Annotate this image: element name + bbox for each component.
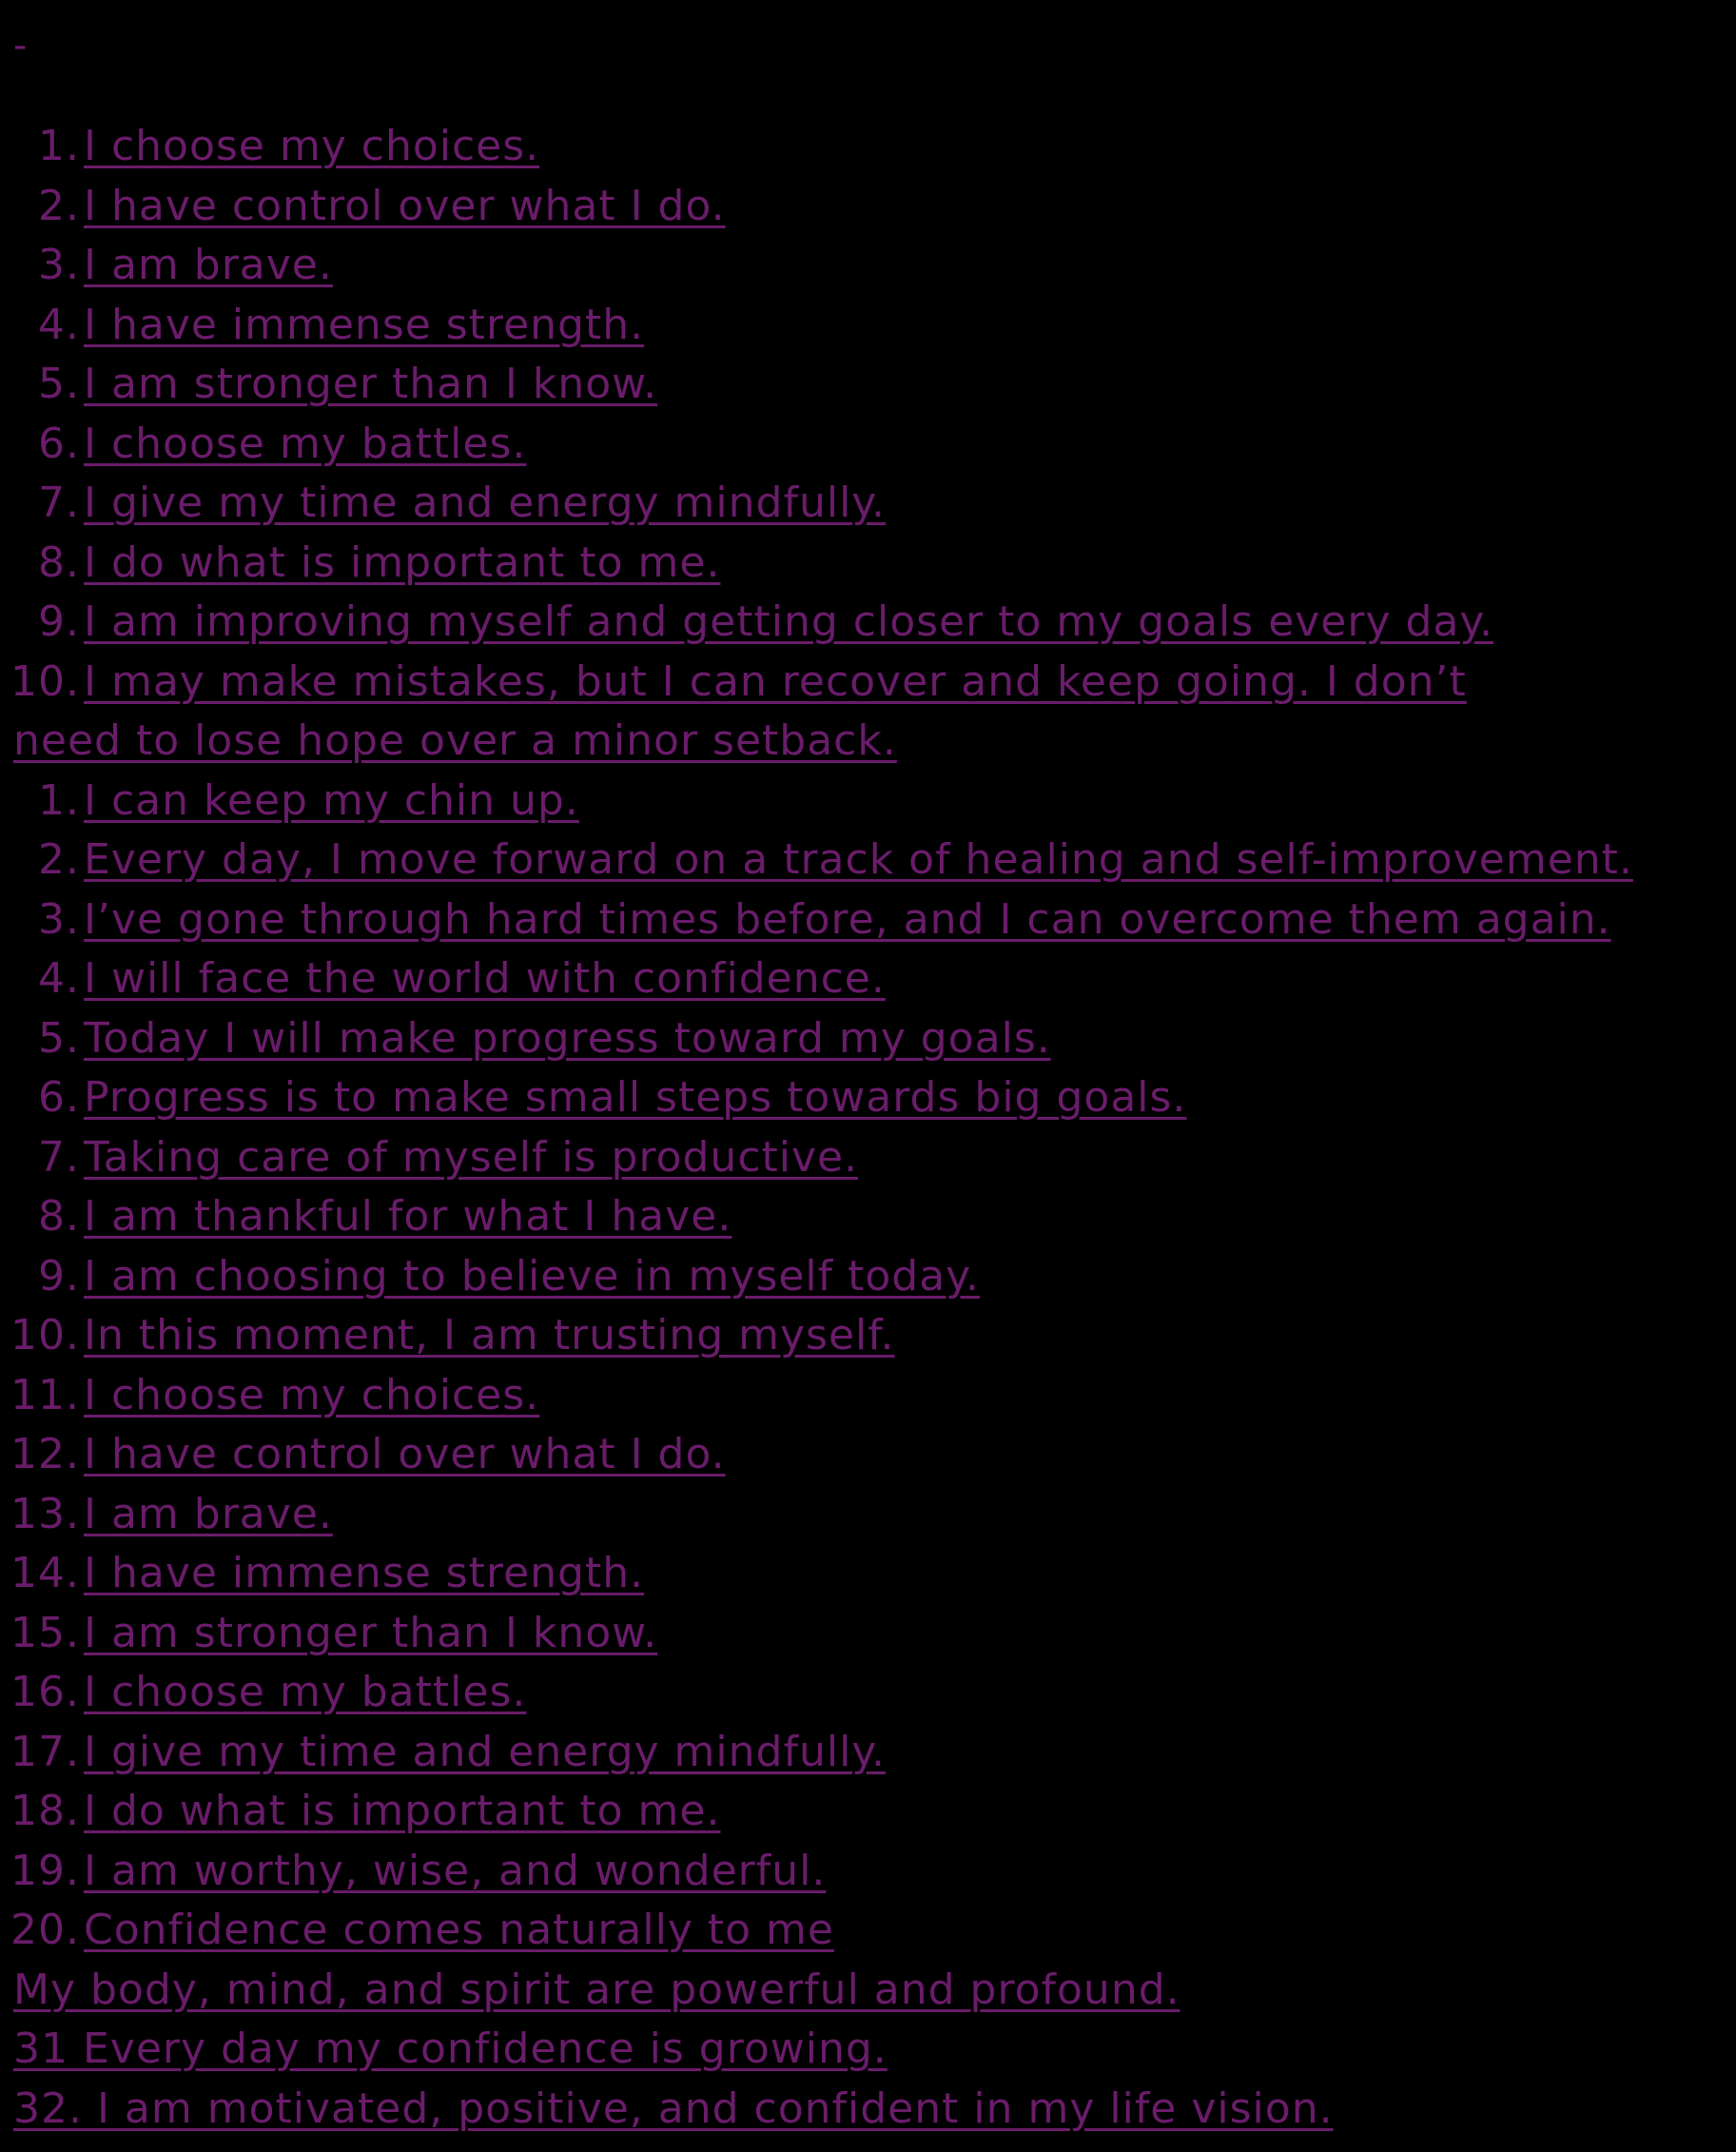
list-item[interactable] [0,355,1736,415]
affirmation-link[interactable]: I am stronger than I know. [84,1608,658,1657]
item-number: 17. [10,1727,80,1776]
affirmation-link[interactable]: I am brave. [84,1489,333,1538]
list-item[interactable] [0,1604,1736,1664]
affirmation-link[interactable]: I give my time and energy mindfully. [84,479,887,527]
list-item[interactable] [0,117,1736,177]
item-number: 13. [10,1489,80,1538]
item-number: 6. [38,419,80,468]
affirmation-link[interactable]: I have control over what I do. [84,181,726,230]
affirmation-link[interactable]: Confidence comes naturally to me [84,1906,834,1954]
affirmation-link[interactable]: I may make mistakes, but I can recover and keep going. I don’t [84,656,1467,706]
affirmation-link[interactable]: I choose my battles. [84,1668,527,1716]
item-number: 15. [10,1608,80,1657]
affirmation-link[interactable]: Every day, I move forward on a track of healing and self-improvement. [84,835,1633,884]
affirmation-link[interactable]: I am improving myself and getting closer to my goals every day. [84,597,1494,646]
item-number: 4. [38,954,80,1003]
list-item[interactable] [0,1663,1736,1723]
affirmation-link[interactable]: I will face the world with confidence. [84,954,886,1003]
affirmations-list [0,117,1736,2139]
affirmation-link[interactable]: Taking care of myself is productive. [84,1132,859,1182]
item-number: 19. [10,1846,80,1895]
leading-dash: - [13,24,28,68]
affirmation-link[interactable]: Progress is to make small steps towards big goals. [84,1073,1187,1122]
list-item-continuation[interactable] [0,712,1736,772]
affirmation-link[interactable]: I am stronger than I know. [84,360,658,408]
list-item[interactable] [0,1425,1736,1485]
list-item[interactable] [0,653,1736,713]
item-number: 2. [38,835,80,884]
item-number: 5. [38,360,80,408]
affirmation-link[interactable]: I can keep my chin up. [84,775,579,825]
list-item[interactable] [0,593,1736,653]
list-item[interactable] [0,949,1736,1009]
item-number: 14. [10,1549,80,1597]
affirmation-link[interactable]: I am thankful for what I have. [84,1192,732,1241]
item-number: 9. [38,1251,80,1301]
item-number: 1. [38,775,80,825]
item-number: 10. [10,656,80,706]
list-item[interactable] [0,1068,1736,1128]
affirmation-link[interactable]: I choose my choices. [84,1370,540,1419]
item-number: 2. [38,181,80,230]
item-number: 10. [10,1311,80,1360]
item-number: 8. [38,538,80,587]
list-item[interactable] [0,1901,1736,1961]
affirmation-link[interactable]: In this moment, I am trusting myself. [84,1311,895,1360]
affirmation-link[interactable]: My body, mind, and spirit are powerful and profound. [13,1965,1180,2014]
item-number: 3. [38,241,80,289]
item-number: 11. [10,1370,80,1419]
list-item[interactable] [0,236,1736,296]
list-item[interactable] [0,1782,1736,1842]
list-item[interactable] [0,1187,1736,1247]
affirmation-link[interactable]: I have immense strength. [84,300,645,349]
item-number: 1. [38,122,80,170]
item-number: 16. [10,1668,80,1716]
affirmation-link[interactable]: I do what is important to me. [84,1787,721,1835]
affirmation-link[interactable]: I am worthy, wise, and wonderful. [84,1846,827,1895]
list-item[interactable] [0,1366,1736,1426]
item-number: 7. [38,479,80,527]
trailing-line[interactable] [0,2080,1736,2140]
list-item[interactable] [0,1306,1736,1366]
affirmation-link[interactable]: I’ve gone through hard times before, and I can overcome them again. [84,894,1611,944]
list-item[interactable] [0,890,1736,950]
list-item[interactable] [0,534,1736,594]
affirmation-link[interactable]: I give my time and energy mindfully. [84,1727,887,1776]
item-number: 12. [10,1430,80,1478]
affirmation-link[interactable]: Today I will make progress toward my goals. [84,1013,1051,1063]
list-item[interactable] [0,474,1736,534]
affirmation-link[interactable]: I am choosing to believe in myself today. [84,1251,980,1301]
list-item[interactable] [0,296,1736,356]
affirmation-link[interactable]: 32. I am motivated, positive, and confident in my life vision. [13,2084,1334,2133]
list-item[interactable] [0,177,1736,237]
trailing-line[interactable] [0,1961,1736,2021]
list-item[interactable] [0,831,1736,890]
list-item[interactable] [0,1842,1736,1902]
list-item[interactable] [0,772,1736,831]
affirmation-link[interactable]: I do what is important to me. [84,538,721,587]
list-item[interactable] [0,1009,1736,1069]
list-item[interactable] [0,1128,1736,1188]
item-number: 9. [38,597,80,646]
list-item[interactable] [0,415,1736,475]
item-number: 3. [38,894,80,944]
list-item[interactable] [0,1723,1736,1783]
item-number: 7. [38,1132,80,1182]
affirmation-link[interactable]: need to lose hope over a minor setback. [13,716,897,765]
affirmation-link[interactable]: I choose my choices. [84,122,540,170]
affirmation-link[interactable]: 31 Every day my confidence is growing. [13,2025,888,2073]
list-item[interactable] [0,1247,1736,1307]
trailing-line[interactable] [0,2020,1736,2080]
item-number: 6. [38,1073,80,1122]
affirmation-link[interactable]: I choose my battles. [84,419,527,468]
item-number: 8. [38,1192,80,1241]
list-item[interactable] [0,1485,1736,1545]
item-number: 4. [38,300,80,349]
item-number: 20. [10,1906,80,1954]
affirmation-link[interactable]: I am brave. [84,241,333,289]
affirmation-link[interactable]: I have control over what I do. [84,1430,726,1478]
item-number: 18. [10,1787,80,1835]
affirmation-link[interactable]: I have immense strength. [84,1549,645,1597]
item-number: 5. [38,1013,80,1063]
list-item[interactable] [0,1544,1736,1604]
